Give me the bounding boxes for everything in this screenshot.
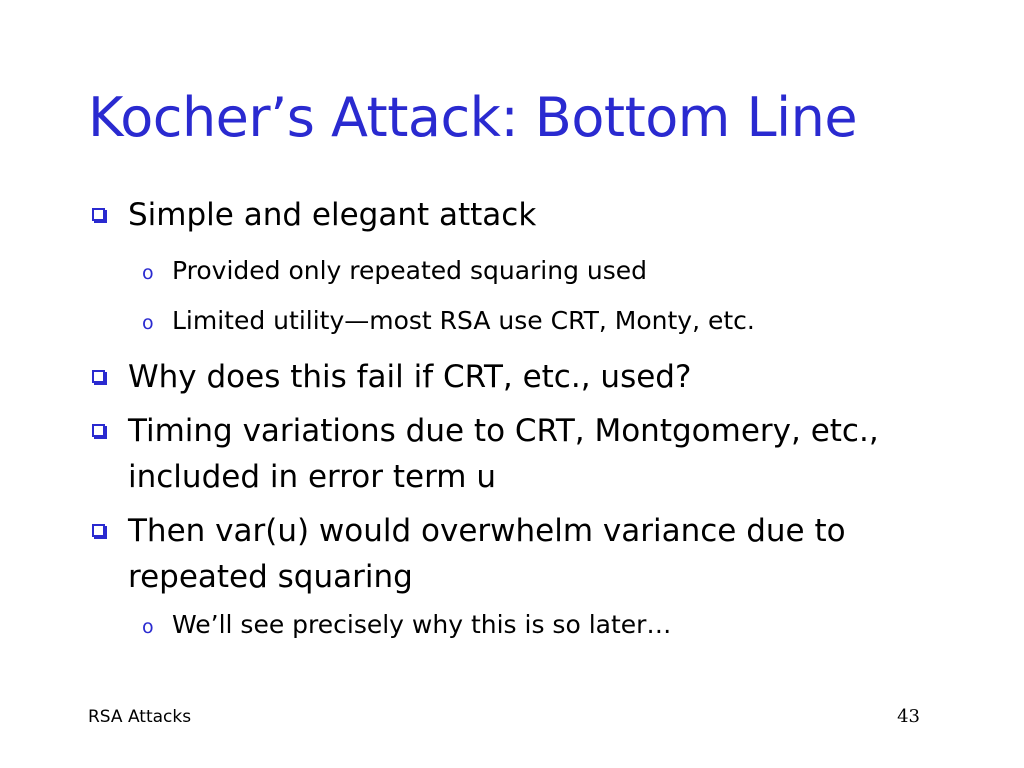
slide-title: Kocher’s Attack: Bottom Line xyxy=(88,86,858,149)
circle-bullet-icon: o xyxy=(142,262,154,284)
circle-bullet-icon: o xyxy=(142,616,154,638)
bullet-item-1 xyxy=(88,192,968,238)
bullet-item-text: Then var(u) would overwhelm variance due to repeated squaring xyxy=(128,513,846,595)
square-bullet-icon xyxy=(92,424,105,437)
square-bullet-icon xyxy=(92,524,105,537)
bullet-item-text: Simple and elegant attack xyxy=(128,197,537,233)
bullet-item-4 xyxy=(88,508,968,600)
bullet-item-text: Timing variations due to CRT, Montgomery, etc., included in error term u xyxy=(128,413,879,495)
sub-bullet-item-1-2 xyxy=(142,296,968,346)
footer-title: RSA Attacks xyxy=(88,707,192,727)
circle-bullet-icon: o xyxy=(142,312,154,334)
square-bullet-icon xyxy=(92,208,105,221)
sub-bullet-item-text: Provided only repeated squaring used xyxy=(172,256,648,285)
square-bullet-icon xyxy=(92,370,105,383)
page-number: 43 xyxy=(897,706,920,727)
bullet-item-3 xyxy=(88,408,968,500)
bullet-item-text: Why does this fail if CRT, etc., used? xyxy=(128,359,692,395)
sub-bullet-item-4-1 xyxy=(142,600,968,650)
slide-body xyxy=(88,192,968,650)
sub-bullet-item-text: We’ll see precisely why this is so later… xyxy=(172,610,672,639)
sub-bullet-item-text: Limited utility—most RSA use CRT, Monty, etc. xyxy=(172,306,755,335)
sub-bullet-item-1-1 xyxy=(142,246,968,296)
bullet-item-2 xyxy=(88,354,968,400)
